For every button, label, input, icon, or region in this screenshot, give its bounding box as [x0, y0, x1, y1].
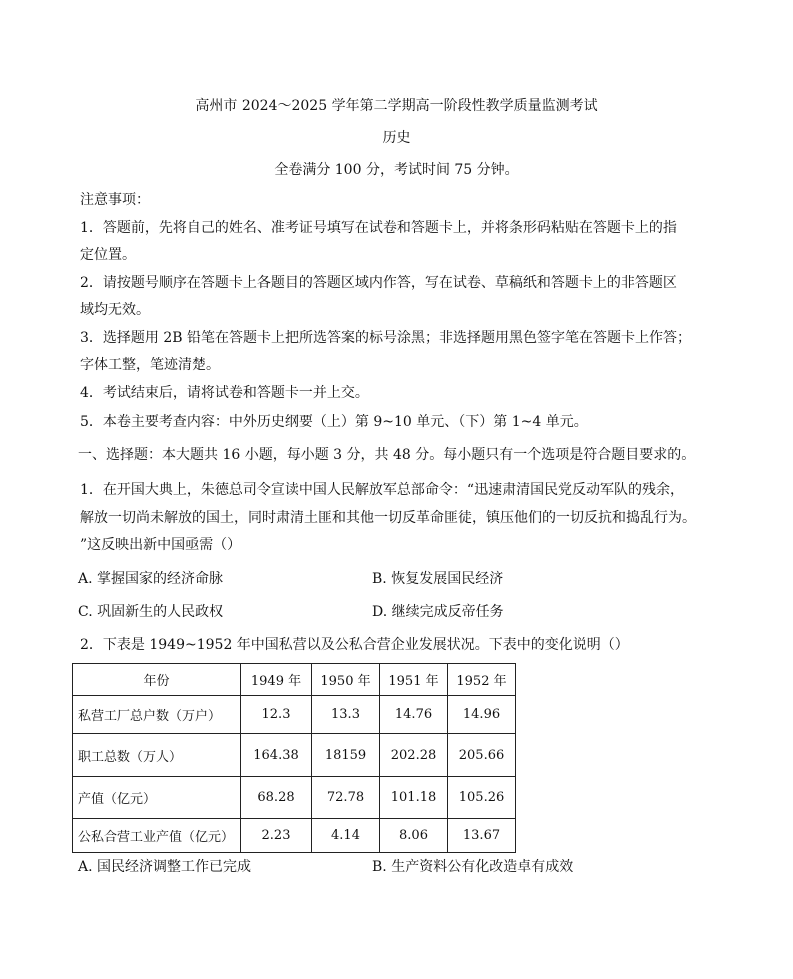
q1-stem-line-3: ”这反映出新中国亟需（）: [80, 537, 242, 553]
table-row-header: 产值（亿元）: [73, 777, 241, 819]
table-row: [73, 734, 516, 777]
q1-option-b: B. 恢复发展国民经济: [372, 571, 504, 587]
table-cell: 202.28: [380, 734, 448, 777]
table-cell: 13.3: [312, 696, 380, 734]
subject-title: 历史: [382, 130, 411, 146]
q1-stem-line-2: 解放一切尚未解放的国土，同时肃清土匪和其他一切反革命匪徒，镇压他们的一切反抗和捣乱行为。: [80, 510, 696, 526]
q1-stem-line-1: 1．在开国大典上，朱德总司令宣读中国人民解放军总部命令：“迅速肃清国民党反动军队的残余，: [80, 482, 685, 498]
table-cell: 205.66: [448, 734, 516, 777]
table-cell: 18159: [312, 734, 380, 777]
table-header-cell: 1952 年: [448, 664, 516, 696]
table-cell: 68.28: [241, 777, 312, 819]
table-row-header: 私营工厂总户数（万户）: [73, 696, 241, 734]
q2-option-a: A. 国民经济调整工作已完成: [78, 859, 252, 875]
table-cell: 101.18: [380, 777, 448, 819]
note-3-line-1: 3．选择题用 2B 铅笔在答题卡上把所选答案的标号涂黑；非选择题用黑色签字笔在答题卡上作答；: [80, 330, 692, 346]
table-row-header: 公私合营工业产值（亿元）: [73, 819, 241, 853]
table-row-header: 职工总数（万人）: [73, 734, 241, 777]
table-header-cell: 1950 年: [312, 664, 380, 696]
note-1-line-1: 1．答题前，先将自己的姓名、准考证号填写在试卷和答题卡上，并将条形码粘贴在答题卡上的指: [80, 220, 677, 236]
table-cell: 14.76: [380, 696, 448, 734]
note-5: 5．本卷主要考查内容：中外历史纲要（上）第 9~10 单元、（下）第 1~4 单元。: [80, 414, 588, 430]
table-cell: 14.96: [448, 696, 516, 734]
table-cell: 13.67: [448, 819, 516, 853]
note-2-line-1: 2．请按题号顺序在答题卡上各题目的答题区域内作答，写在试卷、草稿纸和答题卡上的非答题区: [80, 275, 677, 291]
table-row: [73, 777, 516, 819]
q1-option-d: D. 继续完成反帝任务: [372, 604, 504, 620]
note-4: 4．考试结束后，请将试卷和答题卡一并上交。: [80, 385, 369, 401]
table-cell: 12.3: [241, 696, 312, 734]
table-header-cell: 1951 年: [380, 664, 448, 696]
notes-heading: 注意事项：: [80, 192, 150, 208]
q1-option-a: A. 掌握国家的经济命脉: [78, 571, 224, 587]
q1-option-c: C. 巩固新生的人民政权: [78, 604, 224, 620]
table-cell: 8.06: [380, 819, 448, 853]
exam-title: 高州市 2024～2025 学年第二学期高一阶段性教学质量监测考试: [195, 98, 598, 114]
table-row: [73, 819, 516, 853]
table-header-cell: 年份: [73, 664, 241, 696]
note-2-line-2: 域均无效。: [80, 302, 150, 318]
note-1-line-2: 定位置。: [80, 247, 136, 263]
table-cell: 2.23: [241, 819, 312, 853]
table-cell: 4.14: [312, 819, 380, 853]
table-cell: 105.26: [448, 777, 516, 819]
table-row: [73, 696, 516, 734]
table-header-row: [73, 664, 516, 696]
q2-option-b: B. 生产资料公有化改造卓有成效: [372, 859, 574, 875]
exam-info: 全卷满分 100 分，考试时间 75 分钟。: [274, 162, 519, 178]
q2-data-table: [72, 663, 516, 853]
table-cell: 164.38: [241, 734, 312, 777]
table-cell: 72.78: [312, 777, 380, 819]
q2-stem: 2．下表是 1949~1952 年中国私营以及公私合营企业发展状况。下表中的变化说明（）: [80, 637, 629, 653]
section-heading: 一、选择题：本大题共 16 小题，每小题 3 分，共 48 分。每小题只有一个选项是符合题目要求的。: [78, 447, 696, 463]
note-3-line-2: 字体工整，笔迹清楚。: [80, 357, 220, 373]
table-header-cell: 1949 年: [241, 664, 312, 696]
